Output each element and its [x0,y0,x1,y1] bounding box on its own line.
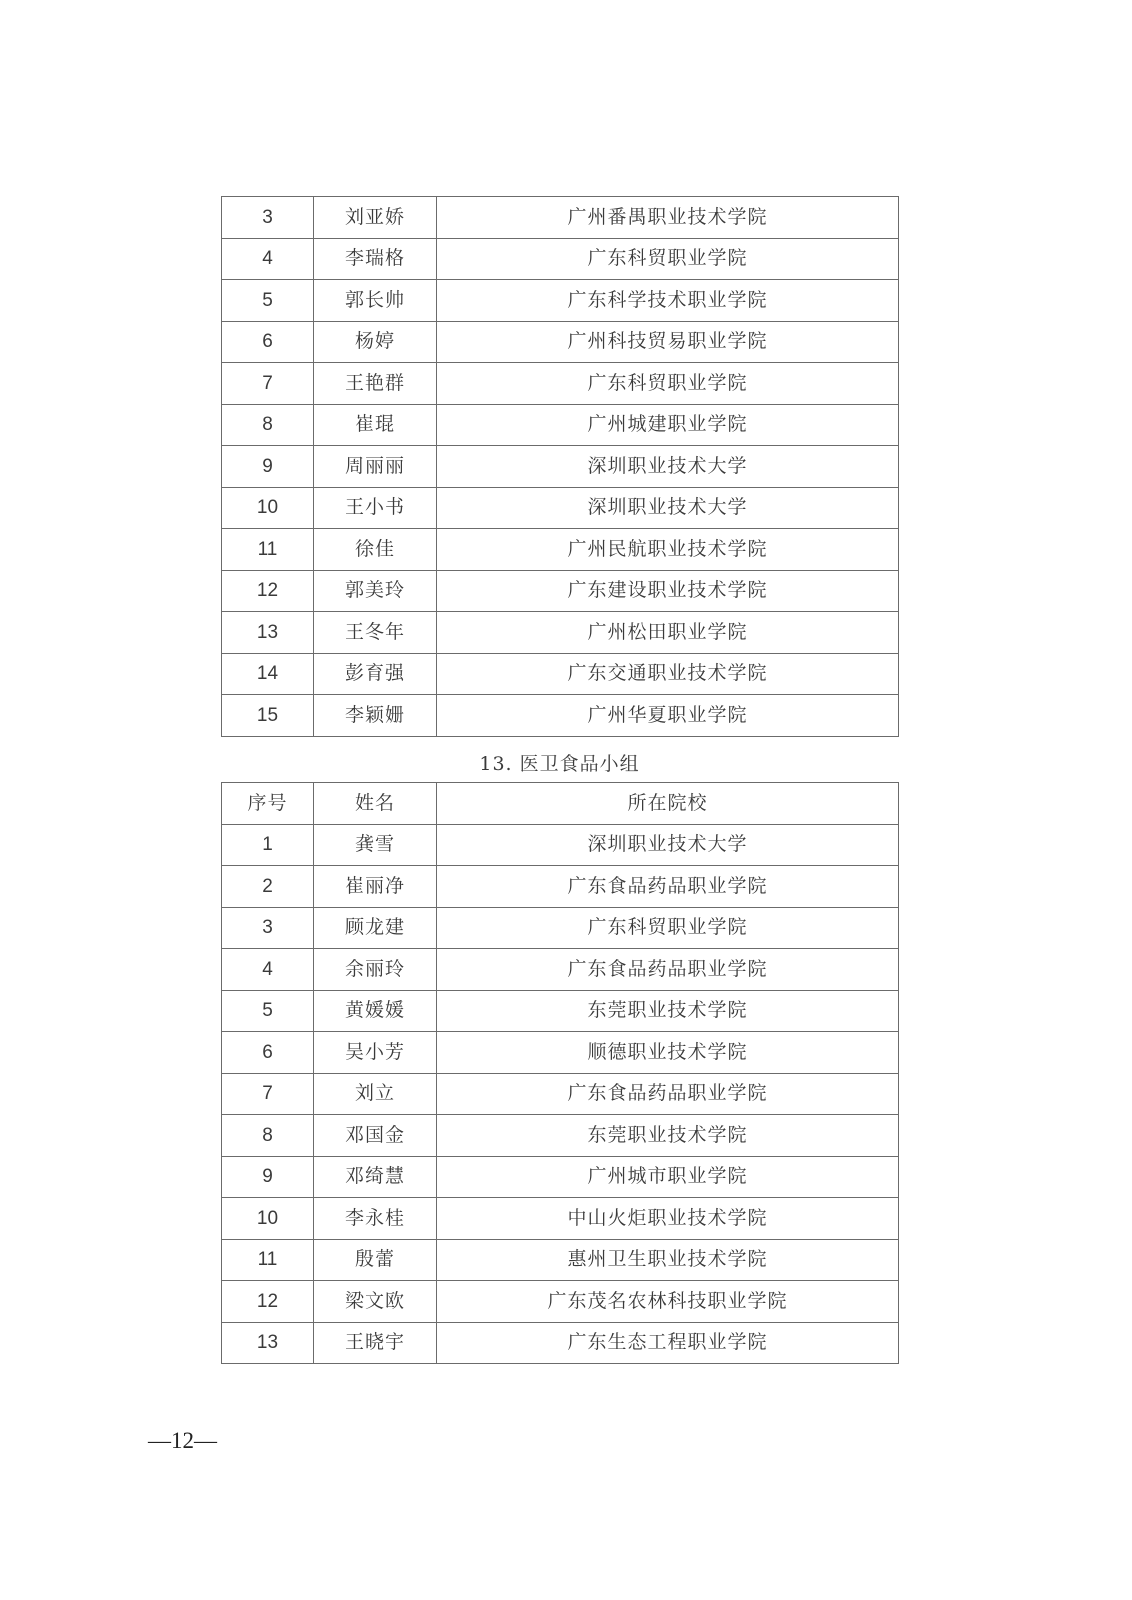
school-name: 广东食品药品职业学院 [437,1073,899,1115]
column-header-number: 序号 [222,783,314,825]
person-name: 崔琨 [314,404,437,446]
table-row [222,1322,899,1364]
table-row [222,321,899,363]
person-name: 郭美玲 [314,570,437,612]
row-number: 14 [222,653,314,695]
person-name: 王冬年 [314,612,437,654]
row-number: 8 [222,404,314,446]
continued-roster-body [222,197,899,737]
school-name: 广东科贸职业学院 [437,238,899,280]
row-number: 4 [222,238,314,280]
person-name: 李瑞格 [314,238,437,280]
school-name: 中山火炬职业技术学院 [437,1198,899,1240]
table-row [222,238,899,280]
person-name: 顾龙建 [314,907,437,949]
row-number: 15 [222,695,314,737]
row-number: 7 [222,1073,314,1115]
medical-food-group-table [221,782,899,1364]
school-name: 广州番禺职业技术学院 [437,197,899,239]
row-number: 10 [222,487,314,529]
row-number: 3 [222,197,314,239]
table-row [222,1073,899,1115]
person-name: 李颖姗 [314,695,437,737]
person-name: 邓国金 [314,1115,437,1157]
school-name: 广州华夏职业学院 [437,695,899,737]
person-name: 余丽玲 [314,949,437,991]
school-name: 广东食品药品职业学院 [437,866,899,908]
table-row [222,280,899,322]
school-name: 深圳职业技术大学 [437,824,899,866]
table-row [222,949,899,991]
row-number: 6 [222,321,314,363]
table-row [222,824,899,866]
school-name: 广州城建职业学院 [437,404,899,446]
table-row [222,570,899,612]
school-name: 广东交通职业技术学院 [437,653,899,695]
row-number: 7 [222,363,314,405]
person-name: 徐佳 [314,529,437,571]
school-name: 东莞职业技术学院 [437,1115,899,1157]
row-number: 11 [222,529,314,571]
person-name: 刘立 [314,1073,437,1115]
person-name: 王小书 [314,487,437,529]
school-name: 惠州卫生职业技术学院 [437,1239,899,1281]
table-row [222,1115,899,1157]
school-name: 广东科贸职业学院 [437,907,899,949]
person-name: 李永桂 [314,1198,437,1240]
school-name: 东莞职业技术学院 [437,990,899,1032]
table-row [222,612,899,654]
person-name: 刘亚娇 [314,197,437,239]
row-number: 9 [222,1156,314,1198]
row-number: 2 [222,866,314,908]
school-name: 广东科学技术职业学院 [437,280,899,322]
row-number: 4 [222,949,314,991]
school-name: 广州松田职业学院 [437,612,899,654]
person-name: 杨婷 [314,321,437,363]
person-name: 王艳群 [314,363,437,405]
table-row [222,1032,899,1074]
table-row [222,990,899,1032]
table-row [222,1198,899,1240]
school-name: 深圳职业技术大学 [437,446,899,488]
column-header-name: 姓名 [314,783,437,825]
school-name: 广州城市职业学院 [437,1156,899,1198]
person-name: 黄媛媛 [314,990,437,1032]
table-row [222,446,899,488]
row-number: 12 [222,1281,314,1323]
school-name: 广东生态工程职业学院 [437,1322,899,1364]
person-name: 梁文欧 [314,1281,437,1323]
person-name: 龚雪 [314,824,437,866]
row-number: 3 [222,907,314,949]
school-name: 顺德职业技术学院 [437,1032,899,1074]
person-name: 吴小芳 [314,1032,437,1074]
table-row [222,1239,899,1281]
table-row [222,695,899,737]
row-number: 5 [222,280,314,322]
row-number: 11 [222,1239,314,1281]
row-number: 5 [222,990,314,1032]
row-number: 9 [222,446,314,488]
table-row [222,653,899,695]
table-row [222,197,899,239]
table-row [222,907,899,949]
person-name: 崔丽净 [314,866,437,908]
table-row [222,363,899,405]
person-name: 殷蕾 [314,1239,437,1281]
table-row [222,404,899,446]
school-name: 广州民航职业技术学院 [437,529,899,571]
row-number: 13 [222,612,314,654]
table-row [222,1281,899,1323]
school-name: 广东建设职业技术学院 [437,570,899,612]
school-name: 广东食品药品职业学院 [437,949,899,991]
row-number: 1 [222,824,314,866]
row-number: 8 [222,1115,314,1157]
page-number: —12— [148,1428,217,1453]
school-name: 广东茂名农林科技职业学院 [437,1281,899,1323]
school-name: 广东科贸职业学院 [437,363,899,405]
table-row [222,529,899,571]
person-name: 周丽丽 [314,446,437,488]
row-number: 6 [222,1032,314,1074]
table-row [222,487,899,529]
table-header-row [222,783,899,825]
person-name: 邓绮慧 [314,1156,437,1198]
school-name: 广州科技贸易职业学院 [437,321,899,363]
person-name: 王晓宇 [314,1322,437,1364]
person-name: 彭育强 [314,653,437,695]
person-name: 郭长帅 [314,280,437,322]
section-title: 13. 医卫食品小组 [479,753,640,775]
table-row [222,866,899,908]
table-row [222,1156,899,1198]
school-name: 深圳职业技术大学 [437,487,899,529]
row-number: 13 [222,1322,314,1364]
row-number: 10 [222,1198,314,1240]
medical-food-group-body [222,824,899,1364]
continued-roster-table [221,196,899,737]
column-header-school: 所在院校 [437,783,899,825]
row-number: 12 [222,570,314,612]
